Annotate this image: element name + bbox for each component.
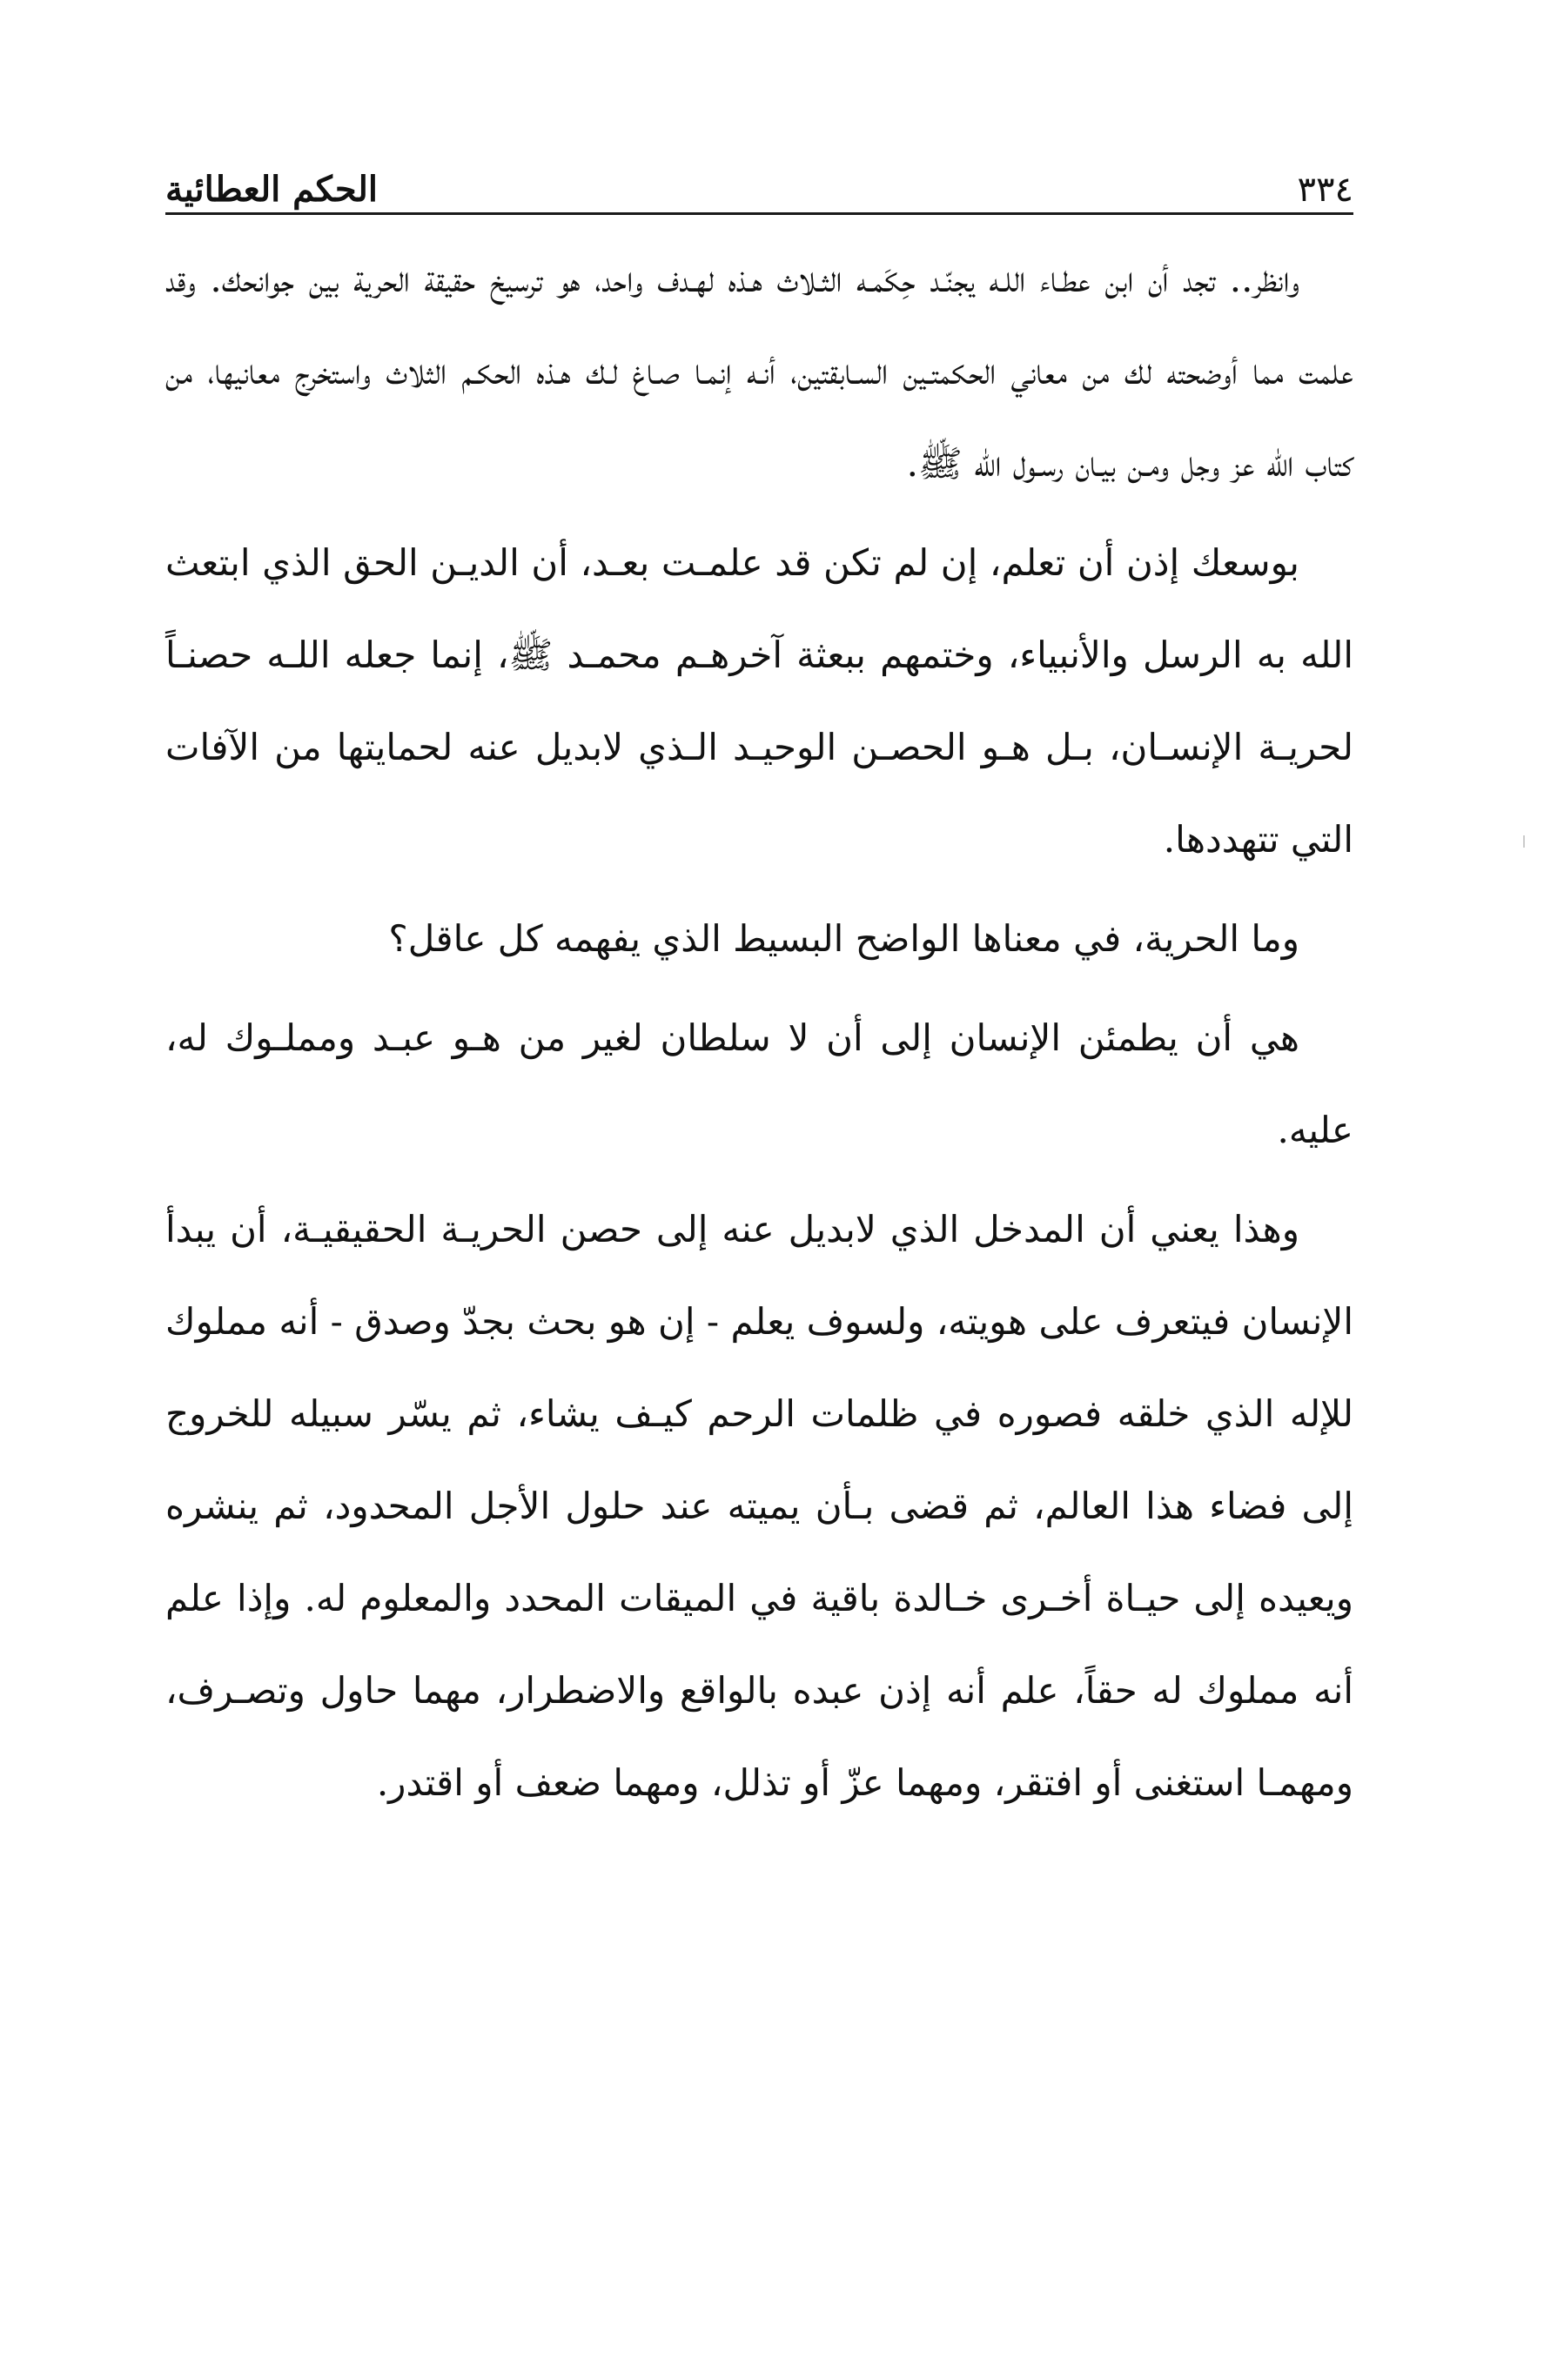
scan-edge-mark: [1523, 835, 1525, 848]
page-body: [165, 233, 1353, 1829]
header-divider: [165, 212, 1353, 215]
page-number: ٣٣٤: [1297, 170, 1353, 210]
paragraph: وما الحرية، في معناها الواضح البسيط الذي يفهمه كل عاقل؟: [388, 917, 1299, 960]
paragraph: بوسعك إذن أن تعلم، إن لم تكن قد علمـت بعـد، أن الديـن الحق الذي ابتعث الله به الرسل والأنبياء، وختمهم ببعثة آخرهـم محمـد ﷺ، إنما جعله اللـه حصنـاً لحريـة الإنسـان، بـل هـو الحصـن الوحيـد الـذي لابديل عنه لحمايتها من الآفات التي تتهددها.: [165, 541, 1353, 861]
running-header: [165, 146, 1353, 210]
paragraph: وهذا يعني أن المدخل الذي لابديل عنه إلى حصن الحريـة الحقيقيـة، أن يبدأ الإنسان فيتعرف على هويته، ولسوف يعلم - إن هو بحث بجدّ وصدق - أنه مملوك للإله الذي خلقه فصوره في ظلمات الرحم كيـف يشاء، ثم يسّر سبيله للخروج إلى فضاء هذا العالم، ثم قضى بـأن يميته عند حلول الأجل المحدود، ثم ينشره ويعيده إلى حيـاة أخـرى خـالدة باقية في الميقات المحدد والمعلوم له. وإذا علم أنه مملوك له حقاً، علم أنه إذن عبده بالواقع والاضطرار، مهما حاول وتصـرف، ومهمـا استغنى أو افتقر، ومهما عزّ أو تذلل، ومهما ضعف أو اقتدر.: [165, 1208, 1353, 1804]
book-title: الحكم العطائية: [165, 169, 379, 210]
paragraph: هي أن يطمئن الإنسان إلى أن لا سلطان لغير من هـو عبـد ومملـوك له، عليه.: [165, 1016, 1353, 1151]
paragraph: وانظر.. تجد أن ابن عطـاء اللـه يجنّـد حِكَمـه الثـلاث هـذه لهـدف واحد، هو ترسيخ حقيقة الحرية بين جوانحك. وقد علمت مما أوضحته لك من معاني الحكمتـين السـابقتين، أنـه إنمـا صـاغ لـك هـذه الحكـم الثلاث واستخرج معانيها، من كتاب الله عز وجل ومـن بيـان رسـول الله ﷺ.: [165, 258, 1353, 485]
